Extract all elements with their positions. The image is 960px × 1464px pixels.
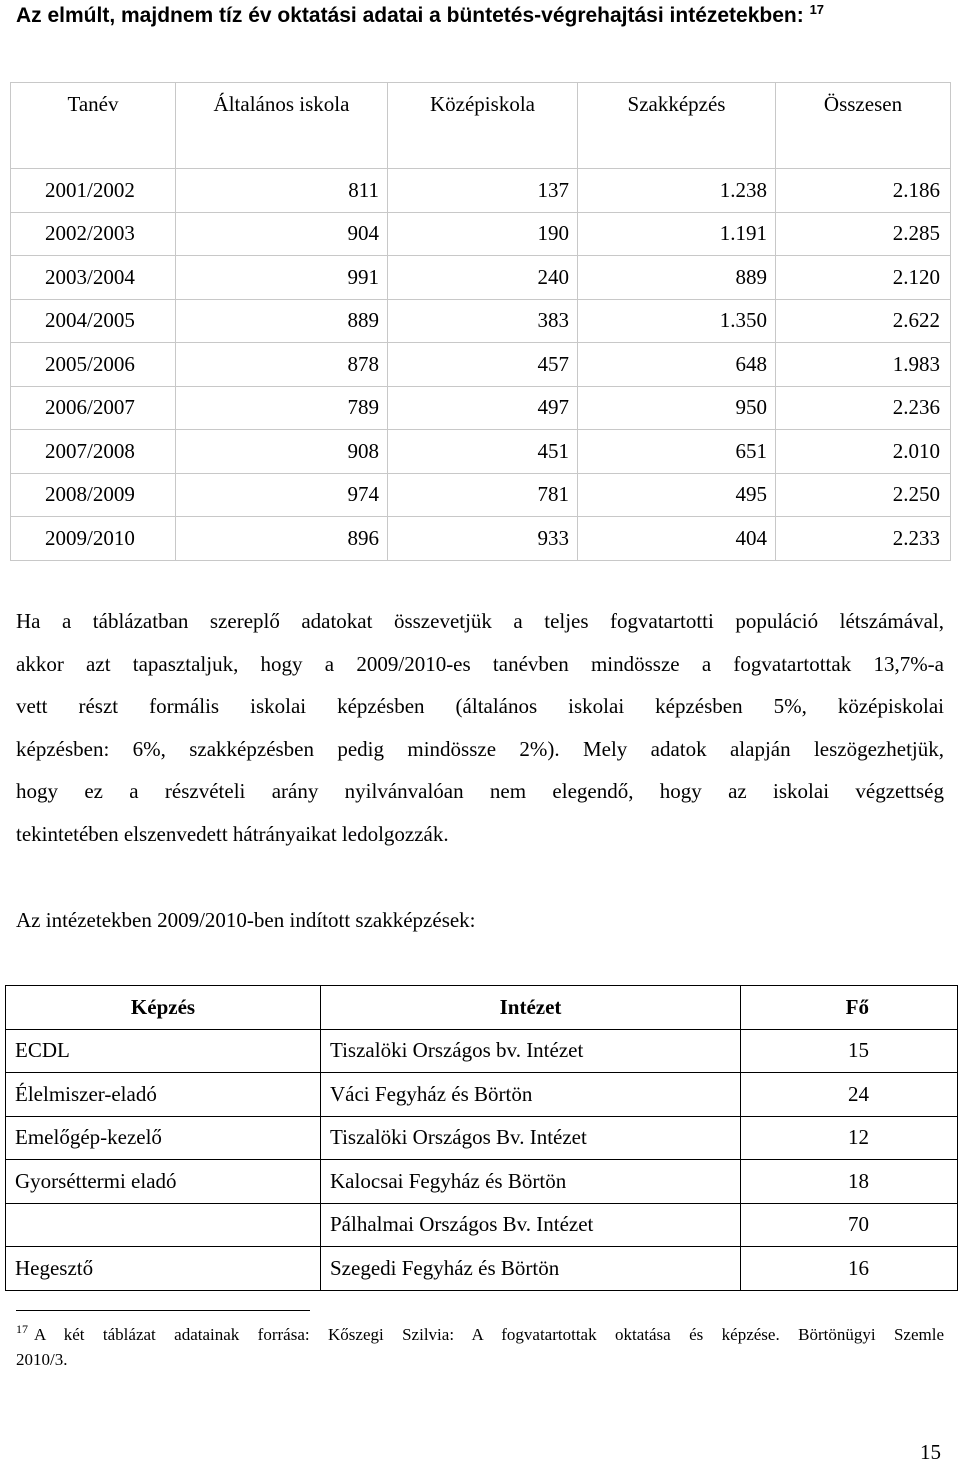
table-header-row: [6, 986, 958, 1030]
table-cell: 2008/2009: [11, 473, 176, 517]
table-row: [11, 256, 951, 300]
table-cell: 789: [176, 386, 388, 430]
footnote: [16, 1322, 944, 1372]
table-cell: Gyorséttermi eladó: [6, 1160, 321, 1204]
table-cell: 2003/2004: [11, 256, 176, 300]
table-cell: 878: [176, 343, 388, 387]
column-header-school-year: Tanév: [11, 83, 176, 169]
table-cell: 240: [388, 256, 578, 300]
table-cell: 404: [578, 517, 776, 561]
table-cell: 15: [741, 1029, 958, 1073]
column-header-secondary-school: Középiskola: [388, 83, 578, 169]
footnote-line: [16, 1322, 944, 1347]
table-cell: [6, 1203, 321, 1247]
footnote-separator: [16, 1310, 310, 1311]
paragraph-line: vett részt formális iskolai képzésben (általános iskolai képzésben 5%, középiskolai: [16, 694, 944, 718]
paragraph-line: akkor azt tapasztaljuk, hogy a 2009/2010-es tanévben mindössze a fogvatartottak 13,7%-a: [16, 651, 944, 676]
table-cell: 1.191: [578, 212, 776, 256]
table-cell: 2.622: [776, 299, 951, 343]
paragraph-line: tekintetében elszenvedett hátrányaikat ledolgozzák.: [16, 821, 449, 846]
table-cell: 2001/2002: [11, 169, 176, 213]
table-cell: Élelmiszer-eladó: [6, 1073, 321, 1117]
table-cell: 137: [388, 169, 578, 213]
page-heading: [16, 2, 956, 30]
table-cell: 383: [388, 299, 578, 343]
table-cell: Váci Fegyház és Börtön: [321, 1073, 741, 1117]
table-cell: 18: [741, 1160, 958, 1204]
table-cell: 2.010: [776, 430, 951, 474]
table-cell: 497: [388, 386, 578, 430]
table-row: [11, 430, 951, 474]
table-cell: 2.236: [776, 386, 951, 430]
table-cell: 1.350: [578, 299, 776, 343]
table-cell: 451: [388, 430, 578, 474]
table-cell: 648: [578, 343, 776, 387]
table-row: [11, 386, 951, 430]
paragraph-line: Ha a táblázatban szereplő adatokat összevetjük a teljes fogvatartotti populáció létszámával,: [16, 609, 944, 633]
table-cell: Szegedi Fegyház és Börtön: [321, 1247, 741, 1291]
table-cell: 2004/2005: [11, 299, 176, 343]
table-cell: 2.233: [776, 517, 951, 561]
table-cell: 12: [741, 1116, 958, 1160]
table-cell: 457: [388, 343, 578, 387]
table-row: [11, 473, 951, 517]
table-row: [6, 1247, 958, 1291]
table-cell: 651: [578, 430, 776, 474]
footnote-line: 2010/3.: [16, 1350, 68, 1369]
section-subtitle: Az intézetekben 2009/2010-ben indított szakképzések:: [16, 908, 476, 932]
table-cell: 2009/2010: [11, 517, 176, 561]
analysis-paragraph: [16, 600, 944, 855]
paragraph-line: hogy ez a részvételi arány nyilvánvalóan nem elegendő, hogy az iskolai végzettség: [16, 779, 944, 803]
table-cell: 1.238: [578, 169, 776, 213]
heading-text: Az elmúlt, majdnem tíz év oktatási adatai a büntetés-végrehajtási intézetekben:: [16, 4, 804, 27]
footnote-text: A két táblázat adatainak forrása: Kőszegi Szilvia: A fogvatartottak oktatása és képzése. Börtönügyi Szemle: [34, 1325, 944, 1344]
table-row: [11, 343, 951, 387]
table-cell: 933: [388, 517, 578, 561]
table-row: [11, 169, 951, 213]
paragraph-line: képzésben: 6%, szakképzésben pedig mindössze 2%). Mely adatok alapján leszögezhetjük,: [16, 736, 944, 761]
table-cell: 495: [578, 473, 776, 517]
table-cell: 950: [578, 386, 776, 430]
table-cell: 889: [578, 256, 776, 300]
table-cell: 904: [176, 212, 388, 256]
table-cell: 781: [388, 473, 578, 517]
table-cell: 1.983: [776, 343, 951, 387]
table-cell: 2005/2006: [11, 343, 176, 387]
column-header-vocational-training: Szakképzés: [578, 83, 776, 169]
table-cell: 2006/2007: [11, 386, 176, 430]
table-row: [6, 1029, 958, 1073]
table-cell: 24: [741, 1073, 958, 1117]
table-cell: Hegesztő: [6, 1247, 321, 1291]
table-cell: 974: [176, 473, 388, 517]
footnote-reference: 17: [809, 2, 825, 17]
table-row: [11, 517, 951, 561]
column-header-primary-school: Általános iskola: [176, 83, 388, 169]
table-row: [6, 1073, 958, 1117]
column-header-institution: Intézet: [321, 986, 741, 1030]
table-cell: Emelőgép-kezelő: [6, 1116, 321, 1160]
table-cell: Pálhalmai Országos Bv. Intézet: [321, 1203, 741, 1247]
table-cell: 190: [388, 212, 578, 256]
column-header-total: Összesen: [776, 83, 951, 169]
table-row: [6, 1203, 958, 1247]
table-row: [11, 212, 951, 256]
footnote-number: 17: [16, 1322, 28, 1337]
table-cell: 889: [176, 299, 388, 343]
table-row: [6, 1116, 958, 1160]
vocational-training-table: [5, 985, 958, 1291]
table-cell: 16: [741, 1247, 958, 1291]
table-row: [6, 1160, 958, 1204]
table-cell: 896: [176, 517, 388, 561]
column-header-training: Képzés: [6, 986, 321, 1030]
table-cell: 2007/2008: [11, 430, 176, 474]
page-number: 15: [920, 1440, 941, 1464]
column-header-headcount: Fő: [741, 986, 958, 1030]
table-cell: ECDL: [6, 1029, 321, 1073]
table-cell: 2.285: [776, 212, 951, 256]
table-cell: Tiszalöki Országos bv. Intézet: [321, 1029, 741, 1073]
table-cell: Kalocsai Fegyház és Börtön: [321, 1160, 741, 1204]
table-cell: 70: [741, 1203, 958, 1247]
table-cell: 908: [176, 430, 388, 474]
table-row: [11, 299, 951, 343]
table-cell: Tiszalöki Országos Bv. Intézet: [321, 1116, 741, 1160]
table-cell: 991: [176, 256, 388, 300]
table-cell: 811: [176, 169, 388, 213]
table-cell: 2.250: [776, 473, 951, 517]
table-cell: 2.186: [776, 169, 951, 213]
table-cell: 2.120: [776, 256, 951, 300]
table-header-row: [11, 83, 951, 169]
table-cell: 2002/2003: [11, 212, 176, 256]
education-statistics-table: [10, 82, 951, 561]
